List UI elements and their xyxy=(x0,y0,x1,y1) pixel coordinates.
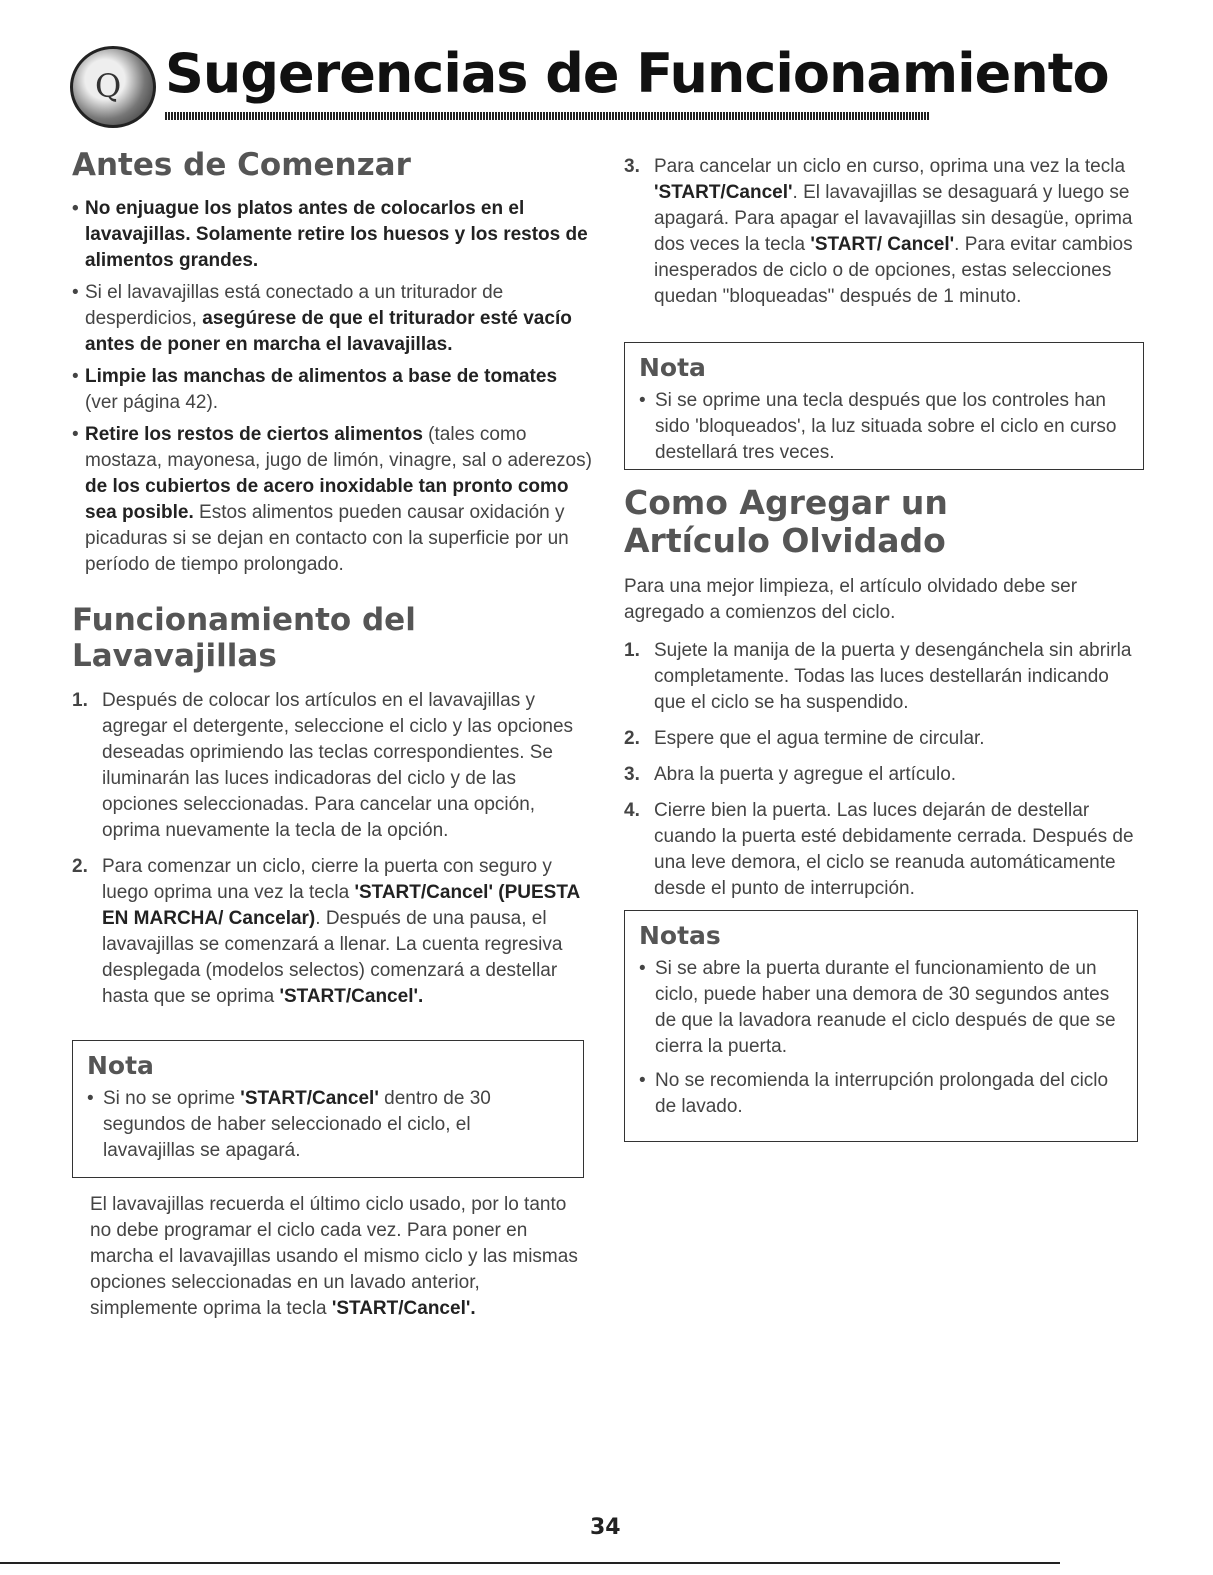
note-item: • No se recomienda la interrupción prolongada del ciclo de lavado. xyxy=(639,1068,1119,1120)
section-heading-funcionamiento: Funcionamiento del Lavavajillas xyxy=(72,602,416,674)
note-title: Nota xyxy=(639,353,706,382)
left-column xyxy=(72,148,592,584)
nota-box-2 xyxy=(624,342,1144,470)
page-header xyxy=(70,40,1109,130)
list-item: • Si el lavavajillas está conectado a un triturador de desperdicios, asegúrese de que el triturador esté vacío antes de poner en marcha el lavavajillas. xyxy=(72,280,592,358)
list-item: • Retire los restos de ciertos alimentos (tales como mostaza, mayonesa, jugo de limón, vinagre, sal o aderezos) de los cubiertos de acero inoxidable tan pronto como sea posible. Estos alimentos pueden causar oxidación y picaduras si se dejan en contacto con la superficie por un período de tiempo prolongado. xyxy=(72,422,592,578)
page-number: 34 xyxy=(590,1515,621,1540)
recuerda-paragraph: El lavavajillas recuerda el último ciclo usado, por lo tanto no debe programar el ciclo cada vez. Para poner en marcha el lavavajillas usando el mismo ciclo y las mismas opciones seleccionadas en un lavado anterior, simplemente oprima la tecla 'START/Cancel'. xyxy=(90,1194,578,1319)
olvidado-section xyxy=(624,484,1144,912)
note-item: • Si se oprime una tecla después que los controles han sido 'bloqueados', la luz situada sobre el ciclo en curso destellará tres veces. xyxy=(639,388,1125,466)
note-item: • Si se abre la puerta durante el funcionamiento de un ciclo, puede haber una demora de 30 segundos antes de que la lavadora reanude el ciclo después de que se cierra la puerta. xyxy=(639,956,1119,1060)
funcionamiento-steps xyxy=(72,688,592,1010)
right-column xyxy=(624,154,1144,320)
step-item: 3. Abra la puerta y agregue el artículo. xyxy=(624,763,957,785)
note-title: Notas xyxy=(639,921,721,950)
note-title: Nota xyxy=(87,1051,154,1080)
list-item: • Limpie las manchas de alimentos a base de tomates (ver página 42). xyxy=(72,364,592,416)
section-heading-antes: Antes de Comenzar xyxy=(72,147,411,183)
antes-list xyxy=(72,196,592,578)
olvidado-steps xyxy=(624,638,1144,902)
bottom-rule xyxy=(0,1562,1060,1564)
title-underline xyxy=(165,112,930,120)
funcionamiento-steps-cont xyxy=(624,154,1144,310)
nota-box-1 xyxy=(72,1040,584,1178)
section-heading-olvidado: Como Agregar un Artículo Olvidado xyxy=(624,483,948,560)
question-bubble-icon xyxy=(70,46,156,128)
step-item: 1. Sujete la manija de la puerta y desengánchela sin abrirla completamente. Todas las luces destellarán indicando que el ciclo se ha suspendido. xyxy=(624,639,1132,713)
step-item: 1. Después de colocar los artículos en el lavavajillas y agregar el detergente, seleccione el ciclo y las opciones deseadas oprimiendo las teclas correspondientes. Se iluminarán las luces indicadoras del ciclo y de las opciones seleccionadas. Para cancelar una opción, oprima nuevamente la tecla de la opción. xyxy=(72,690,574,842)
list-item: • No enjuague los platos antes de colocarlos en el lavavajillas. Solamente retire los huesos y los restos de alimentos grandes. xyxy=(72,196,592,274)
notas-box xyxy=(624,910,1138,1142)
step-item: 2. Para comenzar un ciclo, cierre la puerta con seguro y luego oprima una vez la tecla 'START/Cancel' (PUESTA EN MARCHA/ Cancelar). Después de una pausa, el lavavajillas se comenzará a llenar. La cuenta regresiva desplegada (modelos selectos) comenzará a destellar hasta que se oprima 'START/Cancel'. xyxy=(72,856,580,1008)
note-item: • Si no se oprime 'START/Cancel' dentro de 30 segundos de haber seleccionado el ciclo, el lavavajillas se apagará. xyxy=(87,1086,565,1164)
step-item: 3. Para cancelar un ciclo en curso, oprima una vez la tecla 'START/Cancel'. El lavavajillas se desaguará y luego se apagará. Para apagar el lavavajillas sin desagüe, oprima dos veces la tecla 'START/ Cancel'. Para evitar cambios inesperados de ciclo o de opciones, estas selecciones quedan "bloqueadas" después de 1 minuto. xyxy=(624,156,1133,307)
funcionamiento-section xyxy=(72,603,592,1020)
step-item: 2. Espere que el agua termine de circular. xyxy=(624,727,985,749)
step-item: 4. Cierre bien la puerta. Las luces dejarán de destellar cuando la puerta esté debidamente cerrada. Después de una leve demora, el ciclo se reanuda automáticamente desde el punto de interrupción. xyxy=(624,799,1134,899)
olvidado-intro: Para una mejor limpieza, el artículo olvidado debe ser agregado a comienzos del ciclo. xyxy=(624,575,1078,623)
page-title: Sugerencias de Funcionamiento xyxy=(165,42,1109,105)
